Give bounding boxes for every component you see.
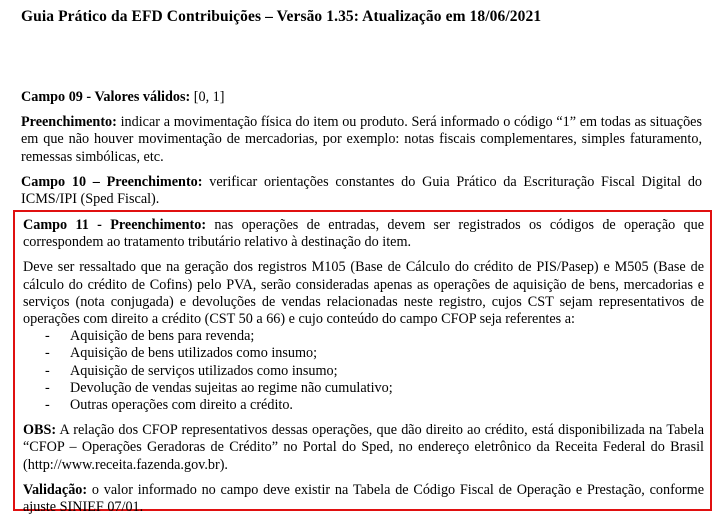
campo09-heading: Campo 09 - Valores válidos: [21,89,191,105]
validacao-label: Validação: [23,481,88,498]
campo11-validacao [23,482,704,516]
dash-marker: - [45,397,50,414]
list-item-text: Outras operações com direito a crédito. [70,397,293,414]
list-item-text: Aquisição de bens para revenda; [70,328,255,345]
campo10-preenchimento [21,174,702,208]
list-item-text: Aquisição de serviços utilizados como insumo; [70,362,338,379]
list-item [23,363,704,380]
dash-marker: - [45,328,50,345]
campo09-preenchimento [21,114,702,166]
list-item-text: Devolução de vendas sujeitas ao regime não cumulativo; [70,379,393,396]
campo11-cfop-list [23,328,704,414]
list-item [23,345,704,362]
document-body [21,89,702,208]
validacao-text: o valor informado no campo deve existir na Tabela de Código Fiscal de Operação e Prestação, conforme ajuste SINIEF 07/01. [23,481,704,516]
campo10-text: verificar orientações constantes do Guia Prático da Escrituração Fiscal Digital do ICMS/IPI (Sped Fiscal). [21,173,703,208]
campo09-values [21,89,702,106]
dash-marker: - [45,379,50,396]
obs-label: OBS: [23,422,57,439]
dash-marker: - [45,362,50,379]
campo11-paragraph: Deve ser ressaltado que na geração dos registros M105 (Base de Cálculo do crédito de PIS/Pasep) e M505 (Base de cálculo do crédito de Cofins) pelo PVA, serão consideradas apenas as operações de aquisição de bens, mercadorias e serviços (nota conjugada) e devoluções de vendas relacionadas neste registro, cujos CST sejam representativos de operações com direito a crédito (CST 50 a 66) e cujo conteúdo do campo CFOP seja referentes a: [23,259,704,328]
list-item-text: Aquisição de bens utilizados como insumo; [70,345,318,362]
list-item [23,328,704,345]
campo09-text: indicar a movimentação física do item ou produto. Será informado o código “1” em todas as situações em que não houver movimentação de mercadorias, por exemplo: notas fiscais complementares, simples faturamento, remessas simbólicas, etc. [21,114,702,165]
list-item [23,380,704,397]
dash-marker: - [45,345,50,362]
campo11-label: Campo 11 - Preenchimento: [23,217,207,233]
campo09-values-text: [0, 1] [190,89,225,105]
campo11-highlight-box [13,210,712,516]
obs-text: A relação dos CFOP representativos dessas operações, que dão direito ao crédito, está disponibilizada na Tabela “CFOP – Operações Geradoras de Crédito” no Portal do Sped, no endereço eletrônico da Receita Federal do Brasil (http://www.receita.fazenda.gov.br). [23,422,704,473]
campo11-content [23,217,704,516]
document-title: Guia Prático da EFD Contribuições – Versão 1.35: Atualização em 18/06/2021 [21,8,542,25]
campo10-label: Campo 10 – Preenchimento: [21,173,203,190]
campo11-preenchimento [23,217,704,251]
campo11-obs [23,422,704,474]
campo11-text: nas operações de entradas, devem ser registrados os códigos de operação que correspondem ao tratamento tributário relativo à destinação do item. [23,217,704,251]
list-item [23,397,704,414]
campo09-label: Preenchimento: [21,114,117,131]
